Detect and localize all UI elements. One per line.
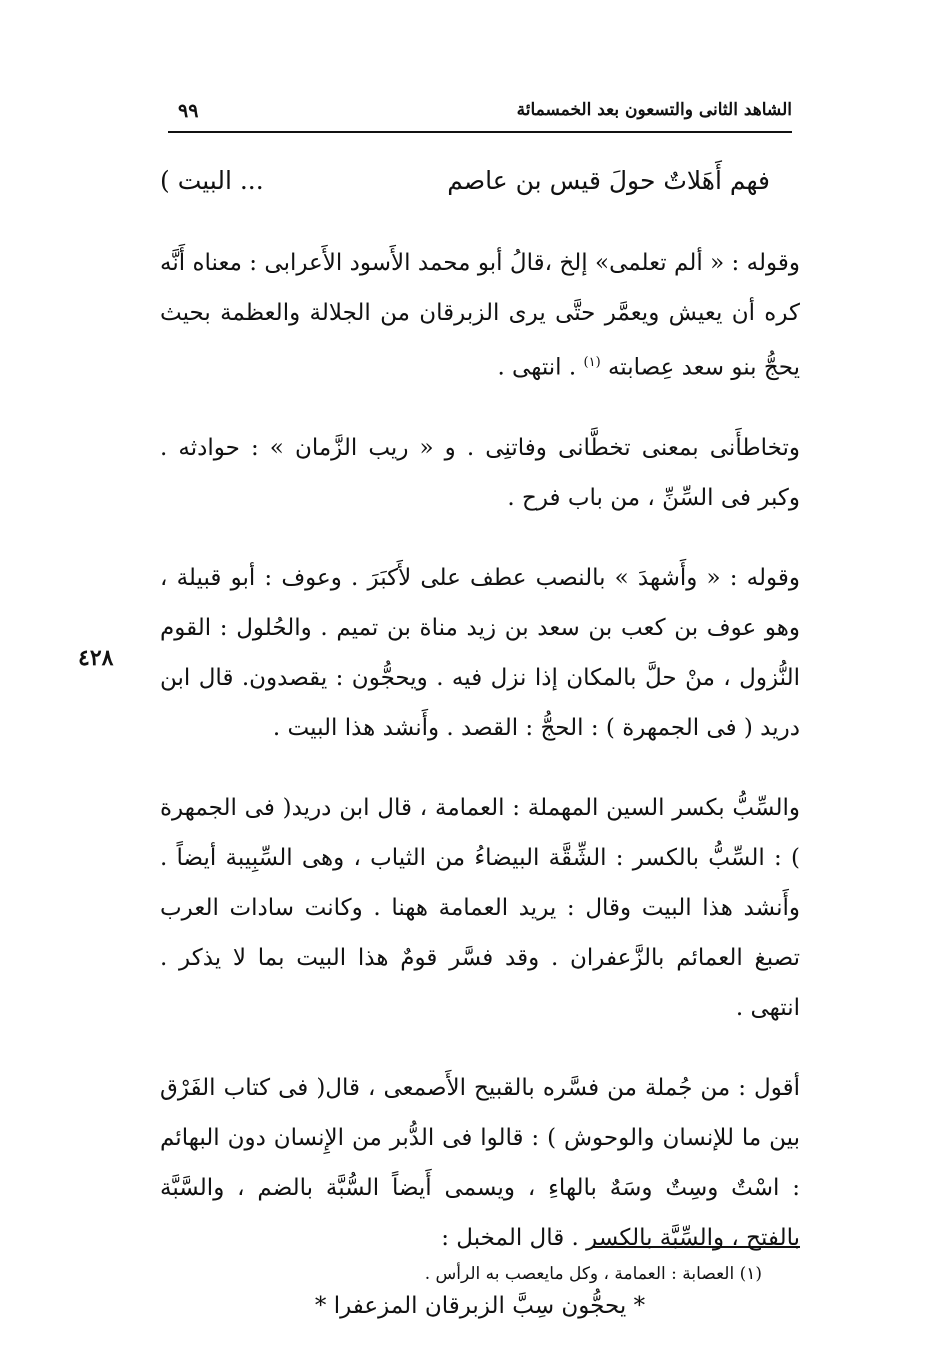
verse-hemistich: فهم أَهَلاتٌ حولَ قيس بن عاصم <box>447 166 770 195</box>
paragraph-1 <box>160 238 800 393</box>
footnote: (١) العصابة : العمامة ، وكل مايعصب به الرأس . <box>424 1264 762 1284</box>
paragraph-5: أقول : من جُملة من فسَّره بالقبيح الأَصمعى ، قال( فى كتاب الفَرْق بين ما للإنسان والوحوش ) : قالوا فى الدُّبر من الإِنسان دون البهائم : اسْتٌ وسِتٌ وسَهٌ بالهاءِ ، ويسمى أَيضاً السُّبَّة بالضم ، والسَّبَّة بالفتح ، والسِّبَّة بالكسر . قال المخبل : <box>160 1074 800 1251</box>
paragraph-1-text: وقوله : « ألم تعلمى» إلخ ،قالُ أبو محمد الأَسود الأَعرابى : معناه أَنَّه كره أن يعيش ويعمَّر حتَّى يرى الزبرقان من الجلالة والعظمة بحيث يحجُّ بنو سعد عِصابته <box>160 250 800 381</box>
paragraph-1-end: . انتهى . <box>497 354 577 381</box>
footnote-ref: (١) <box>583 355 601 370</box>
margin-number: ٤٢٨ <box>78 645 114 671</box>
poem-line: * يحجُّون سِبَّ الزبرقان المزعفرا * <box>314 1292 646 1319</box>
paragraph-2: وتخاطأَنى بمعنى تخطَّانى وفاتنِى . و « ريب الزَّمان » : حوادثه . وكبر فى السِّنِّ ، من باب فرح . <box>160 434 800 511</box>
running-title: الشاهد الثانى والتسعون بعد الخمسمائة <box>516 100 792 120</box>
verse-line <box>160 166 770 206</box>
verse-ellipsis: ... البيت ) <box>160 166 264 195</box>
page-number: ٩٩ <box>178 100 199 122</box>
paragraph-4: والسِّبُّ بكسر السين المهملة : العمامة ، قال ابن دريد( فى الجمهرة ) : السِّبُّ بالكسر : الشِّقَّة البيضاءُ من الثياب ، وهى السِّبِيبة أيضاً . وأَنشد هذا البيت وقال : يريد العمامة ههنا . وكانت سادات العرب تصبغ العمائم بالزَّعفران . وقد فسَّر قومٌ هذا البيت بما لا يذكر . انتهى . <box>160 794 800 1021</box>
page-header <box>168 98 792 130</box>
body-text <box>160 238 800 1354</box>
header-rule <box>168 131 792 133</box>
footnote-rule <box>592 1246 800 1248</box>
paragraph-3: وقوله : « وأَشهدَ » بالنصب عطف على لأَكبَرَ . وعوف : أبو قبيلة ، وهو عوف بن كعب بن سعد بن زيد مناة بن تميم . والحُلول : القوم النُّزول ، منْ حلَّ بالمكان إذا نزل فيه . ويحجُّون : يقصدون. قال ابن دريد ( فى الجمهرة ) : الحجُّ : القصد . وأَنشد هذا البيت . <box>160 564 800 741</box>
